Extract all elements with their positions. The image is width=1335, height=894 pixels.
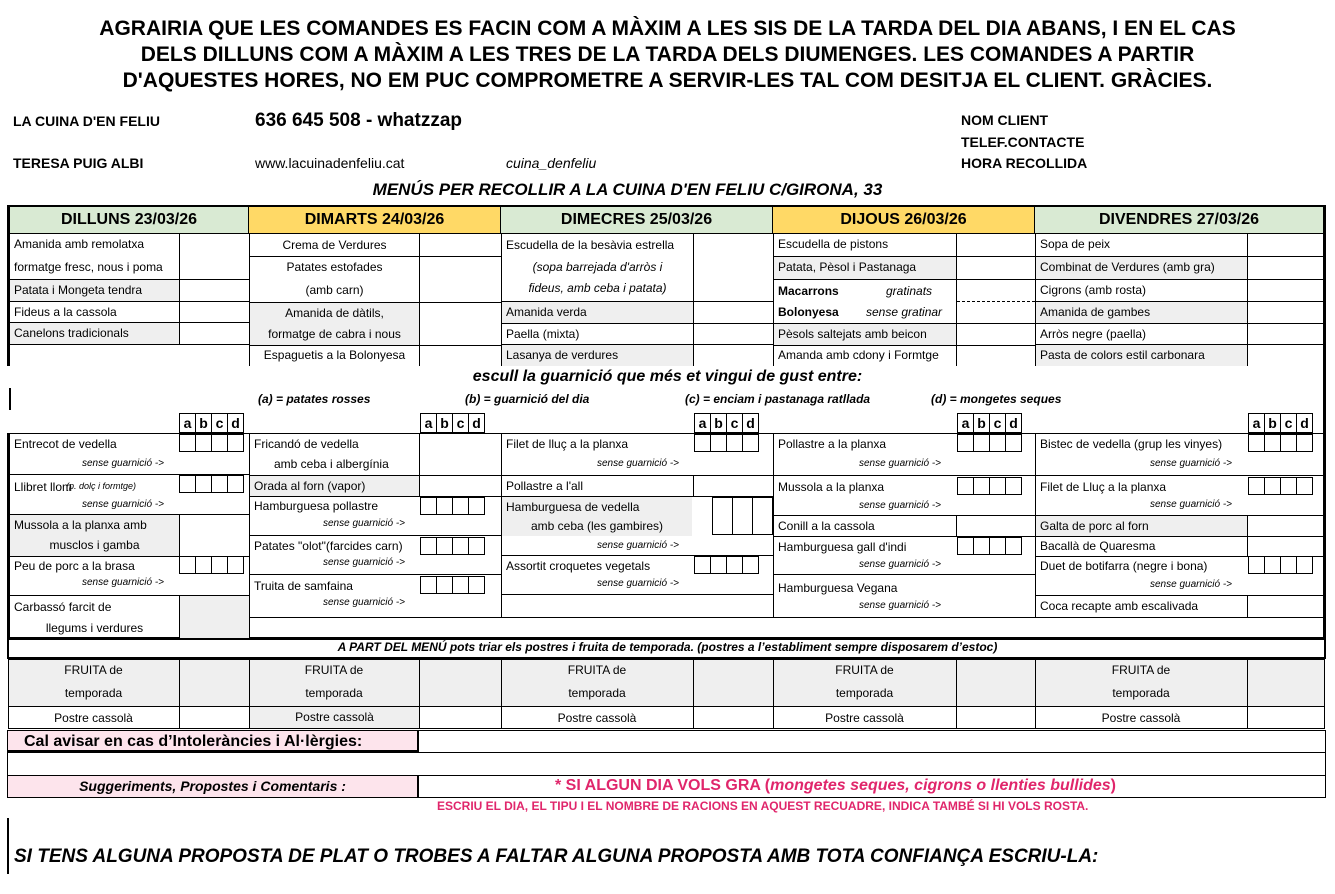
- garnish-checkboxes[interactable]: [421, 537, 485, 555]
- notice-line-1: AGRAIRIA QUE LES COMANDES ES FACIN COM A MÀXIM A LES SIS DE LA TARDA DEL DIA ABANS, I EN EL CAS: [99, 17, 1236, 40]
- garnish-letter: a: [694, 413, 711, 433]
- garnish-letter: c: [211, 413, 228, 433]
- garnish-a: (a) = patates rosses: [258, 392, 371, 406]
- garnish-letter: d: [227, 413, 244, 433]
- notice-line-3: D'AQUESTES HORES, NO EM PUC COMPROMETRE A SERVIR-LES TAL COM DESITJA EL CLIENT. GRÀCIES.: [122, 69, 1213, 92]
- fruit-label-fri: FRUITA de: [1111, 663, 1171, 677]
- tue-second-5: Truita de samfaina: [254, 579, 353, 593]
- legume-prefix: * SI ALGUN DIA VOLS GRA (: [555, 777, 771, 794]
- garnish-checkboxes[interactable]: [958, 477, 1022, 495]
- thu-second-1: Pollastre a la planxa: [778, 437, 887, 451]
- cassola-fri: Postre cassolà: [1101, 711, 1181, 725]
- day-header-thursday: DIJOUS 26/03/26: [773, 207, 1035, 234]
- garnish-letter: a: [957, 413, 974, 433]
- fri-first-1: Sopa de peix: [1040, 237, 1111, 251]
- mon-second-3: Mussola a la planxa amb: [10, 515, 179, 536]
- fruit-label-wed-2: temporada: [568, 686, 626, 700]
- no-garnish: sense guarnició ->: [323, 557, 405, 568]
- no-garnish: sense guarnició ->: [859, 559, 941, 570]
- thu-second-4: Hamburguesa gall d'indi: [778, 540, 907, 554]
- menu-subtitle: MENÚS PER RECOLLIR A LA CUINA D'EN FELIU C/GIRONA, 33: [372, 180, 883, 199]
- abcd-header-mon: [180, 413, 244, 433]
- wed-first-1: Escudella de la besàvia estrella: [506, 238, 675, 252]
- mon-first-1: Amanida amb remolatxa: [14, 237, 145, 251]
- no-garnish: sense guarnició ->: [1150, 458, 1232, 469]
- fri-first-2: Combinat de Verdures (amb gra): [1036, 257, 1247, 279]
- wed-second-4: Assortit croquetes vegetals: [506, 559, 651, 573]
- garnish-letter: b: [973, 413, 990, 433]
- garnish-letter: a: [179, 413, 196, 433]
- garnish-letter: b: [195, 413, 212, 433]
- no-garnish: sense guarnició ->: [82, 577, 164, 588]
- mon-second-3b: musclos i gamba: [10, 535, 179, 556]
- fruit-label-thu: FRUITA de: [835, 663, 894, 677]
- fruit-label-mon-2: temporada: [64, 686, 123, 700]
- day-header-monday: DILLUNS 23/03/26: [10, 207, 249, 234]
- fri-first-6: Pasta de colors estil carbonara: [1036, 345, 1247, 366]
- mon-second-4: Peu de porc a la brasa: [14, 559, 135, 573]
- no-garnish: sense guarnició ->: [323, 597, 405, 608]
- no-garnish: sense guarnició ->: [597, 578, 679, 589]
- wed-second-2: Pollastre a l'all: [506, 479, 583, 493]
- no-garnish: sense guarnició ->: [597, 458, 679, 469]
- garnish-checkboxes[interactable]: [421, 576, 485, 594]
- garnish-checkboxes-tall[interactable]: [712, 497, 773, 535]
- thu-second-3: Conill a la cassola: [778, 519, 875, 533]
- garnish-letter: c: [452, 413, 469, 433]
- tue-second-1: Fricandó de vedella: [254, 437, 359, 451]
- garnish-checkboxes[interactable]: [695, 556, 759, 574]
- tue-second-3: Hamburguesa pollastre: [254, 499, 379, 513]
- phone-number: 636 645 508 - whatzzap: [255, 110, 462, 131]
- tue-first-3: Amanida de dàtils,: [250, 303, 419, 325]
- mon-second-2: Llibret llom: [14, 480, 73, 494]
- desserts-note: A PART DEL MENÚ pots triar els postres i fruita de temporada. (postres a l’establiment sempre disposarem d’estoc): [337, 640, 998, 654]
- tue-first-2: Patates estofades: [286, 260, 383, 274]
- abcd-header-tue: [421, 413, 485, 433]
- legume-note: ESCRIU EL DIA, EL TIPU I EL NOMBRE DE RACIONS EN AQUEST RECUADRE, INDICA TAMBÉ SI HI VOLS ROSTA.: [437, 799, 1089, 813]
- day-header-wednesday: DIMECRES 25/03/26: [501, 207, 773, 234]
- client-name-label: NOM CLIENT: [961, 112, 1049, 128]
- thu-first-3a: Macarrons: [778, 284, 839, 298]
- garnish-checkboxes[interactable]: [1249, 556, 1313, 574]
- fruit-label-tue-2: temporada: [305, 686, 363, 700]
- garnish-letter: d: [1005, 413, 1022, 433]
- wed-second-3b: amb ceba (les gambires): [502, 516, 692, 536]
- fruit-label-fri-2: temporada: [1112, 686, 1170, 700]
- abcd-header-wed: [695, 413, 759, 433]
- no-garnish: sense guarnició ->: [1150, 499, 1232, 510]
- thu-second-2: Mussola a la planxa: [778, 480, 885, 494]
- garnish-c: (c) = enciam i pastanaga ratllada: [685, 392, 871, 406]
- mon-second-5: Carbassó farcit de: [14, 600, 112, 614]
- garnish-title: escull la guarnició que més et vingui de gust entre:: [472, 368, 863, 385]
- tue-first-3b: formatge de cabra i nous: [250, 324, 419, 345]
- fri-second-6: Coca recapte amb escalivada: [1040, 599, 1199, 613]
- owner-name: TERESA PUIG ALBI: [13, 155, 144, 171]
- fri-first-3: Cigrons (amb rosta): [1040, 283, 1147, 297]
- mon-first-1b: formatge fresc, nous i poma: [14, 260, 163, 274]
- mon-second-5b: llegums i verdures: [45, 621, 144, 635]
- garnish-checkboxes[interactable]: [180, 556, 244, 574]
- garnish-checkboxes[interactable]: [958, 537, 1022, 555]
- client-phone-label: TELEF.CONTACTE: [961, 134, 1085, 150]
- thu-first-5: Amanda amb cdony i Formtge: [778, 348, 939, 362]
- garnish-letter: a: [420, 413, 437, 433]
- fruit-label-tue: FRUITA de: [304, 663, 364, 677]
- no-garnish: sense guarnició ->: [859, 500, 941, 511]
- proposal-prompt: SI TENS ALGUNA PROPOSTA DE PLAT O TROBES A FALTAR ALGUNA PROPOSTA AMB TOTA CONFIANÇA ESCRIU-LA:: [14, 846, 1099, 867]
- tue-first-2b: (amb carn): [305, 283, 364, 297]
- garnish-checkboxes[interactable]: [180, 475, 244, 493]
- no-garnish: sense guarnició ->: [859, 600, 941, 611]
- garnish-letter: c: [1280, 413, 1297, 433]
- thu-first-4: Pèsols saltejats amb beicon: [774, 324, 956, 345]
- suggestions-label: Suggeriments, Propostes i Comentaris :: [8, 776, 419, 797]
- fri-second-1: Bistec de vedella (grup les vinyes): [1040, 437, 1223, 451]
- garnish-letter: a: [1248, 413, 1265, 433]
- wed-first-2: Amanida verda: [502, 302, 693, 323]
- wed-first-1b: (sopa barrejada d'arròs i: [532, 260, 663, 274]
- no-garnish: sense guarnició ->: [1150, 579, 1232, 590]
- no-garnish: sense guarnició ->: [859, 458, 941, 469]
- wed-second-3: Hamburguesa de vedella: [502, 497, 692, 517]
- cassola-thu: Postre cassolà: [825, 711, 904, 725]
- garnish-b: (b) = guarnició del dia: [465, 392, 590, 406]
- legume-types: mongetes seques, cigrons o llenties bullides: [770, 777, 1111, 794]
- cassola-mon: Postre cassolà: [54, 711, 133, 725]
- fri-second-5: Duet de botifarra (negre i bona): [1040, 559, 1208, 573]
- cassola-wed: Postre cassolà: [557, 711, 637, 725]
- fruit-label-wed: FRUITA de: [567, 663, 627, 677]
- garnish-d: (d) = mongetes seques: [931, 392, 1062, 406]
- garnish-letter: b: [436, 413, 453, 433]
- garnish-checkboxes[interactable]: [180, 434, 244, 452]
- mon-second-2-note: (p. dolç i formtge): [66, 481, 137, 491]
- mon-second-1: Entrecot de vedella: [14, 437, 117, 451]
- social-handle: cuina_denfeliu: [506, 155, 597, 171]
- fri-second-4: Bacallà de Quaresma: [1040, 539, 1156, 553]
- mon-first-4: Canelons tradicionals: [10, 323, 179, 344]
- garnish-letter: d: [1296, 413, 1313, 433]
- thu-first-1: Escudella de pistons: [778, 237, 889, 251]
- fruit-label-thu-2: temporada: [835, 686, 894, 700]
- garnish-checkboxes[interactable]: [958, 434, 1022, 452]
- business-name: LA CUINA D'EN FELIU: [13, 113, 160, 129]
- thu-first-2: Patata, Pèsol i Pastanaga: [774, 257, 956, 279]
- wed-first-4: Lasanya de verdures: [502, 345, 693, 366]
- tue-second-1b: amb ceba i albergínia: [274, 457, 389, 471]
- wed-second-1: Filet de lluç a la planxa: [506, 437, 629, 451]
- thu-second-5: Hamburguesa Vegana: [778, 581, 898, 595]
- fri-second-3: Galta de porc al forn: [1036, 516, 1247, 536]
- garnish-letter: d: [468, 413, 485, 433]
- garnish-letter: d: [742, 413, 759, 433]
- day-header-friday: DIVENDRES 27/03/26: [1035, 207, 1323, 234]
- no-garnish: sense guarnició ->: [82, 499, 164, 510]
- mon-first-2: Patata i Mongeta tendra: [10, 280, 179, 301]
- fri-second-2: Filet de Lluç a la planxa: [1040, 480, 1167, 494]
- tue-first-1: Crema de Verdures: [282, 238, 387, 252]
- garnish-letter: c: [989, 413, 1006, 433]
- fri-first-5: Arròs negre (paella): [1040, 327, 1147, 341]
- tue-first-4: Espaguetis a la Bolonyesa: [263, 348, 406, 362]
- cassola-tue: Postre cassolà: [250, 707, 419, 728]
- tue-second-4: Patates "olot"(farcides carn): [254, 539, 403, 553]
- garnish-checkboxes[interactable]: [421, 497, 485, 515]
- thu-first-3b-note: sense gratinar: [866, 305, 943, 319]
- garnish-letter: c: [726, 413, 743, 433]
- fruit-label-mon: FRUITA de: [64, 663, 123, 677]
- garnish-checkboxes[interactable]: [1249, 434, 1313, 452]
- order-notice: [40, 16, 1295, 94]
- day-header-tuesday: DIMARTS 24/03/26: [249, 207, 501, 234]
- no-garnish: sense guarnició ->: [82, 458, 164, 469]
- garnish-letter: b: [710, 413, 727, 433]
- abcd-header-fri: [1249, 413, 1313, 433]
- legume-request: [555, 777, 1116, 795]
- garnish-letter: b: [1264, 413, 1281, 433]
- no-garnish: sense guarnició ->: [597, 540, 679, 551]
- wed-first-3: Paella (mixta): [506, 327, 580, 341]
- website-link[interactable]: www.lacuinadenfeliu.cat: [255, 155, 405, 171]
- tue-second-2: Orada al forn (vapor): [250, 476, 419, 496]
- thu-first-3b: Bolonyesa: [778, 305, 839, 319]
- thu-first-3a-note: gratinats: [886, 284, 933, 298]
- notice-line-2: DELS DILLUNS COM A MÀXIM A LES TRES DE LA TARDA DELS DIUMENGES. LES COMANDES A PARTIR: [140, 43, 1195, 66]
- intolerances-label: Cal avisar en cas d’Intoleràncies i Al·lèrgies:: [8, 731, 419, 752]
- fri-first-4: Amanida de gambes: [1036, 302, 1247, 323]
- no-garnish: sense guarnició ->: [323, 518, 405, 529]
- pickup-time-label: HORA RECOLLIDA: [961, 155, 1088, 171]
- mon-first-3: Fideus a la cassola: [14, 305, 117, 319]
- garnish-checkboxes[interactable]: [695, 434, 759, 452]
- abcd-header-thu: [958, 413, 1022, 433]
- wed-first-1c: fideus, amb ceba i patata): [528, 281, 667, 295]
- legume-suffix: ): [1110, 777, 1116, 794]
- garnish-checkboxes[interactable]: [1249, 477, 1313, 495]
